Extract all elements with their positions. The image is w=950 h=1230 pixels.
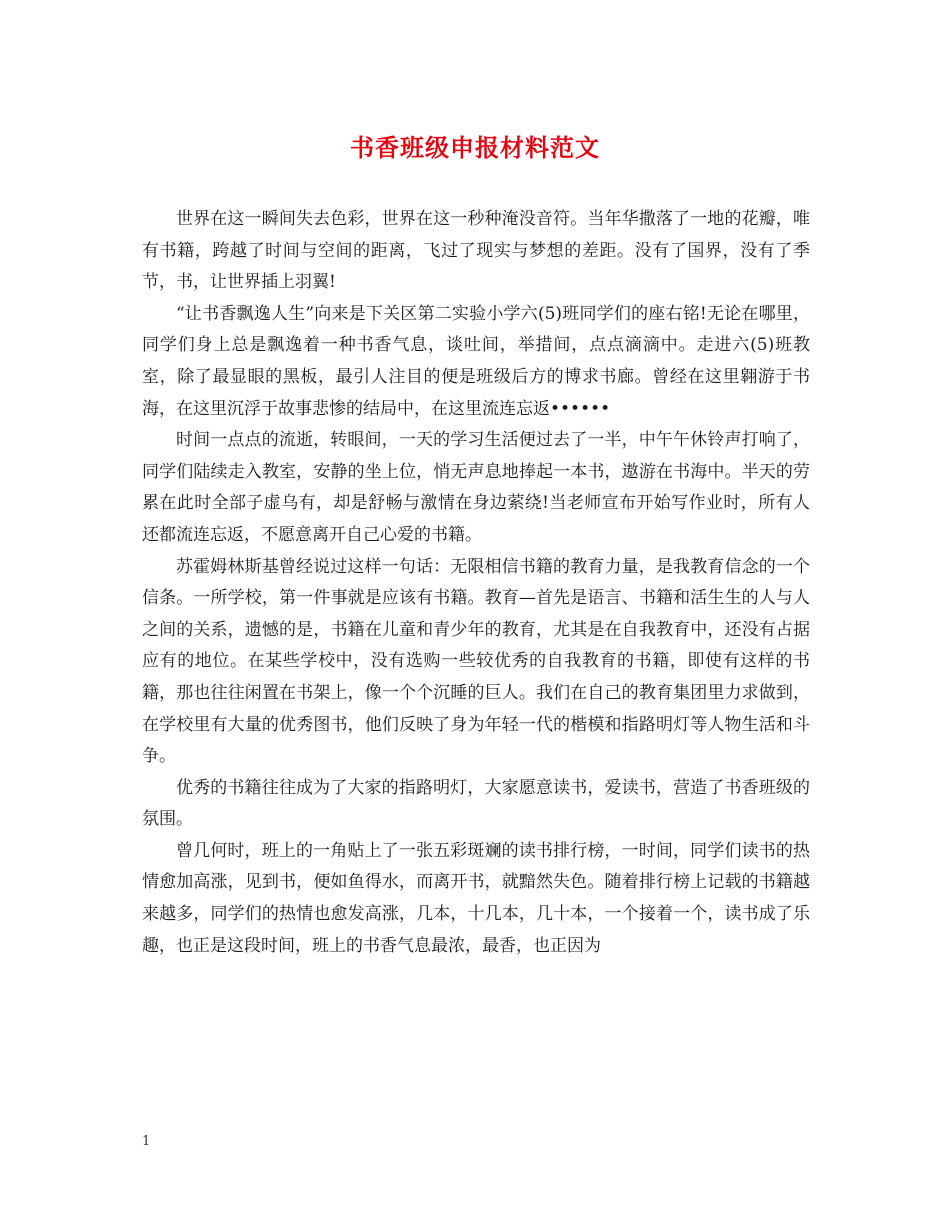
document-body [142, 204, 810, 962]
paragraph: 世界在这一瞬间失去色彩，世界在这一秒种淹没音符。当年华撒落了一地的花瓣，唯有书籍，跨越了时间与空间的距离，飞过了现实与梦想的差距。没有了国界，没有了季节，书，让世界插上羽翼! [142, 209, 810, 293]
paragraph: 时间一点点的流逝，转眼间，一天的学习生活便过去了一半，中午午休铃声打响了，同学们陆续走入教室，安静的坐上位，悄无声息地捧起一本书，遨游在书海中。半天的劳累在此时全部子虚乌有，却是舒畅与激情在身边萦绕!当老师宣布开始写作业时，所有人还都流连忘返，不愿意离开自己心爱的书籍。 [142, 430, 810, 545]
paragraph: “让书香飘逸人生”向来是下关区第二实验小学六(5)班同学们的座右铭!无论在哪里，同学们身上总是飘逸着一种书香气息，谈吐间，举措间，点点滴滴中。走进六(5)班教室，除了最显眼的黑板，最引人注目的便是班级后方的博求书廊。曾经在这里翱游于书海，在这里沉浮于故事悲惨的结局中，在这里流连忘返•••••• [142, 303, 810, 419]
document-title: 书香班级申报材料范文 [350, 133, 600, 162]
paragraph: 优秀的书籍往往成为了大家的指路明灯，大家愿意读书，爱读书，营造了书香班级的氛围。 [142, 777, 810, 830]
paragraph: 苏霍姆林斯基曾经说过这样一句话：无限相信书籍的教育力量，是我教育信念的一个信条。一所学校，第一件事就是应该有书籍。教育—首先是语言、书籍和活生生的人与人之间的关系，遗憾的是，书籍在儿童和青少年的教育，尤其是在自我教育中，还没有占据应有的地位。在某些学校中，没有选购一些较优秀的自我教育的书籍，即使有这样的书籍，那也往往闲置在书架上，像一个个沉睡的巨人。我们在自己的教育集团里力求做到，在学校里有大量的优秀图书，他们反映了身为年轻一代的楷模和指路明灯等人物生活和斗争。 [142, 556, 810, 767]
paragraph: 曾几何时，班上的一角贴上了一张五彩斑斓的读书排行榜，一时间，同学们读书的热情愈加高涨，见到书，便如鱼得水，而离开书，就黯然失色。随着排行榜上记载的书籍越来越多，同学们的热情也愈发高涨，几本，十几本，几十本，一个接着一个，读书成了乐趣，也正是这段时间，班上的书香气息最浓，最香，也正因为 [142, 840, 810, 956]
page-number: 1 [142, 1134, 151, 1149]
